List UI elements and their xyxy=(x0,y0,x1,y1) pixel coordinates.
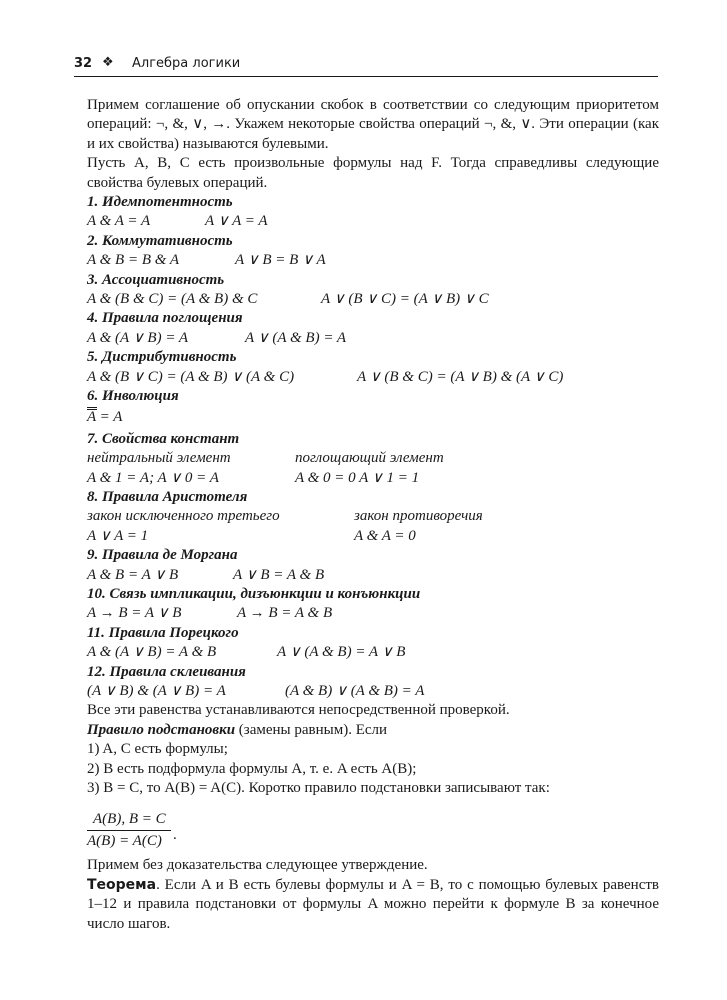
formula-left: A & 1 = A; A ∨ 0 = A xyxy=(87,469,219,486)
property-formulas xyxy=(87,469,659,488)
property-formulas xyxy=(87,643,659,662)
formula-left: (A ∨ B) & (A ∨ B) = A xyxy=(87,682,226,699)
formula-left: A & B = B & A xyxy=(87,252,180,269)
formula-left: A = A xyxy=(87,409,123,426)
property-formulas xyxy=(87,682,659,701)
substitution-fraction xyxy=(87,802,659,850)
property-heading: 9. Правила де Моргана xyxy=(87,547,238,564)
rule-paragraph xyxy=(87,721,659,740)
formula-right: A & 0 = 0 A ∨ 1 = 1 xyxy=(295,469,420,486)
formula-left: A & (B & C) = (A & B) & C xyxy=(87,291,258,308)
sublabel-left: закон исключенного третьего xyxy=(87,508,280,525)
property-formulas xyxy=(87,368,659,387)
property-heading: 3. Ассоциативность xyxy=(87,271,225,288)
rule-conditions-list xyxy=(87,740,659,798)
formula-left: A & A = A xyxy=(87,213,151,230)
property-heading: 2. Коммутативность xyxy=(87,232,233,249)
page-number: 32 xyxy=(74,56,93,71)
fraction-denominator: A(B) = A(C) xyxy=(87,833,162,850)
property-sublabels xyxy=(87,449,659,468)
formula-right: A ∨ B = A & B xyxy=(233,566,325,583)
formula-left: A ∨ A = 1 xyxy=(87,527,149,544)
ornament-icon: ❖ xyxy=(102,55,114,70)
sublabel-right: поглощающий элемент xyxy=(295,450,444,467)
list-item: 1) A, C есть формулы; xyxy=(87,741,228,758)
property-formulas xyxy=(87,290,659,309)
running-header xyxy=(74,56,658,77)
list-item: 2) B есть подформула формулы A, т. е. A есть A(B); xyxy=(87,760,417,777)
property-formulas xyxy=(87,408,659,427)
property-formulas xyxy=(87,212,659,231)
property-formulas xyxy=(87,329,659,348)
property-heading: 12. Правила склеивания xyxy=(87,663,246,680)
rule-rest: (замены равным). Если xyxy=(235,721,388,738)
property-heading: 7. Свойства констант xyxy=(87,430,240,447)
formula-right: A ∨ A = A xyxy=(205,213,268,230)
fraction-bar xyxy=(87,830,171,831)
formula-right: A ∨ (B & C) = (A ∨ B) & (A ∨ C) xyxy=(357,368,564,385)
property-heading: 10. Связь импликации, дизъюнкции и конъюнкции xyxy=(87,585,421,602)
formula-left: A & (B ∨ C) = (A & B) ∨ (A & C) xyxy=(87,368,295,385)
formula-right: A ∨ (B ∨ C) = (A ∨ B) ∨ C xyxy=(321,291,489,308)
sublabel-left: нейтральный элемент xyxy=(87,450,231,467)
formula-left: A & B = A ∨ B xyxy=(87,566,179,583)
formula-left: A & (A ∨ B) = A xyxy=(87,329,189,346)
property-formulas xyxy=(87,604,659,623)
intro-paragraph-1: Примем соглашение об опускании скобок в соответствии со следующим приоритетом операций: ¬, &, ∨, →. Укажем некоторые свойства операций ¬, &, ∨. Эти операции (как и их свойства) называются булевыми. xyxy=(87,97,659,152)
list-item: 3) B = C, то A(B) = A(C). Коротко правило подстановки записывают так: xyxy=(87,780,550,796)
property-sublabels xyxy=(87,507,659,526)
after-paragraph-1: Все эти равенства устанавливаются непосредственной проверкой. xyxy=(87,702,510,719)
fraction-period: . xyxy=(173,827,177,844)
theorem-text: . Если A и B есть булевы формулы и A = B, то с помощью булевых равенств 1–12 и правила подстановки от формулы A можно перейти к формуле B за конечное число шагов. xyxy=(87,876,659,932)
property-formulas xyxy=(87,251,659,270)
intro-paragraph-2: Пусть A, B, C есть произвольные формулы над F. Тогда справедливы следующие свойства булевых операций. xyxy=(87,155,659,191)
rule-label: Правило подстановки xyxy=(87,721,236,738)
property-heading: 11. Правила Порецкого xyxy=(87,624,239,641)
formula-right: (A & B) ∨ (A & B) = A xyxy=(285,682,425,699)
property-heading: 5. Дистрибутивность xyxy=(87,349,237,366)
property-heading: 8. Правила Аристотеля xyxy=(87,489,248,505)
formula-right: A ∨ (A & B) = A ∨ B xyxy=(277,644,406,661)
formula-right: A & A = 0 xyxy=(354,527,416,544)
theorem-paragraph xyxy=(87,876,659,934)
theorem-label: Теорема xyxy=(87,876,157,893)
property-heading: 6. Инволюция xyxy=(87,388,179,405)
fraction-numerator: A(B), B = C xyxy=(93,811,166,828)
formula-left: A → B = A ∨ B xyxy=(87,605,182,622)
property-heading: 1. Идемпотентность xyxy=(87,194,233,211)
chapter-title: Алгебра логики xyxy=(132,56,241,71)
formula-left: A & (A ∨ B) = A & B xyxy=(87,644,217,661)
formula-right: A → B = A & B xyxy=(237,605,333,622)
formula-right: A ∨ (A & B) = A xyxy=(245,329,347,346)
after-paragraph-2: Примем без доказательства следующее утверждение. xyxy=(87,857,428,874)
formula-right: A ∨ B = B ∨ A xyxy=(235,252,326,269)
property-heading: 4. Правила поглощения xyxy=(87,310,243,327)
page-body xyxy=(87,96,659,934)
sublabel-right: закон противоречия xyxy=(354,508,483,525)
property-formulas xyxy=(87,566,659,585)
property-formulas xyxy=(87,527,659,546)
